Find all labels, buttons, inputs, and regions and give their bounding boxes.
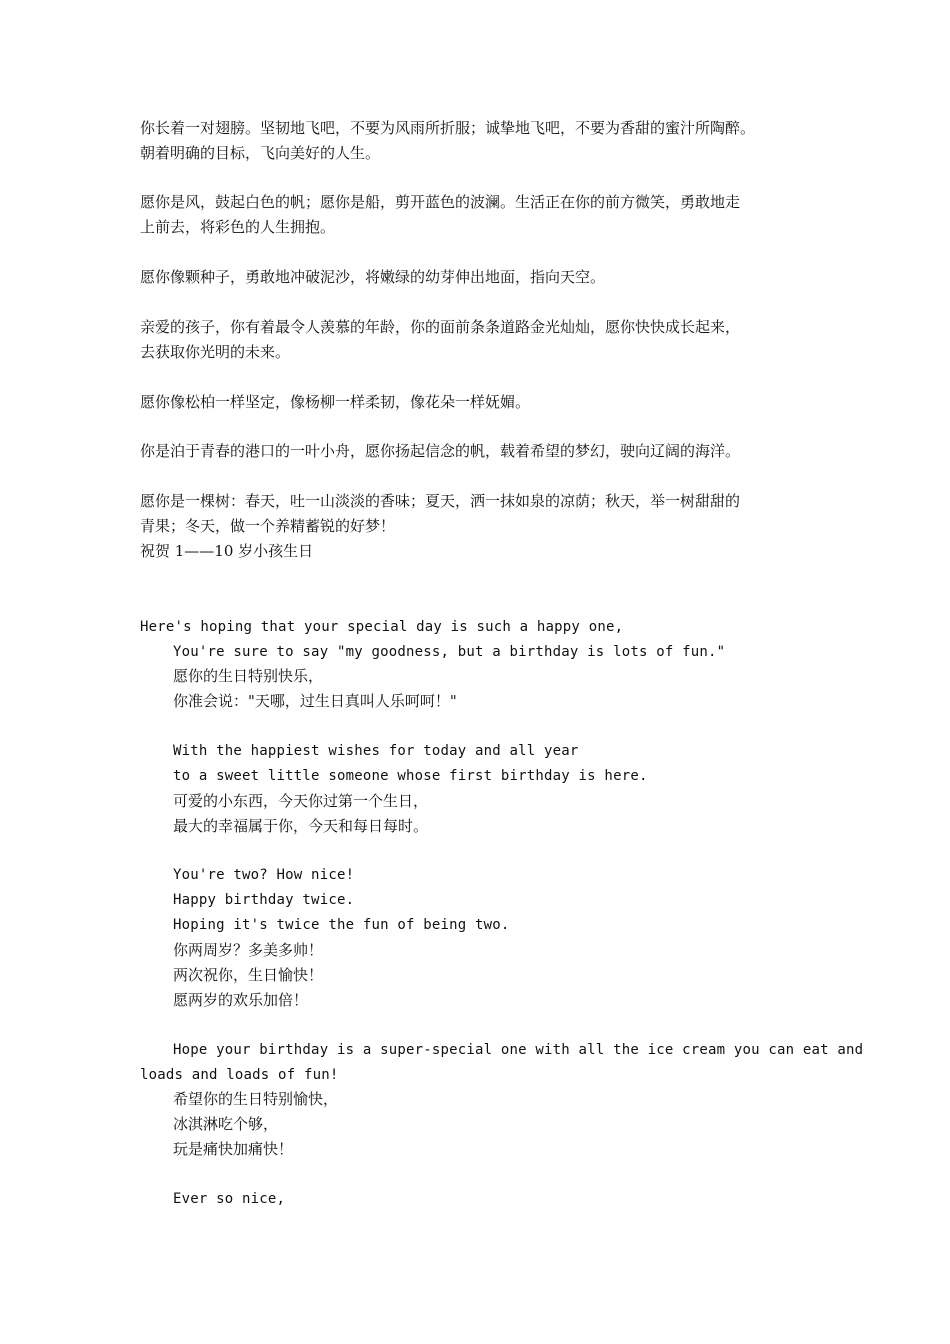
english-line: Hope your birthday is a super-special one with all the ice cream you can eat and xyxy=(173,1042,864,1058)
text-line: 你两周岁？多美多帅！ xyxy=(173,941,324,959)
text-line: 愿你的生日特别快乐， xyxy=(173,667,324,685)
english-line: You're sure to say "my goodness, but a birthday is lots of fun." xyxy=(173,644,726,660)
section-heading: 祝贺 1——10 岁小孩生日 xyxy=(140,542,314,560)
text-line: 愿两岁的欢乐加倍！ xyxy=(173,991,309,1009)
text-line: 青果；冬天，做一个养精蓄锐的好梦！ xyxy=(140,517,396,535)
text-line: 希望你的生日特别愉快， xyxy=(173,1090,339,1108)
text-line: 上前去，将彩色的人生拥抱。 xyxy=(140,218,336,236)
text-line: 愿你是一棵树：春天，吐一山淡淡的香味；夏天，洒一抹如泉的凉荫；秋天，举一树甜甜的 xyxy=(140,492,741,510)
text-line: 朝着明确的目标，飞向美好的人生。 xyxy=(140,144,381,162)
english-line: You're two? How nice! xyxy=(173,867,355,883)
text-line: 去获取你光明的未来。 xyxy=(140,343,291,361)
text-line: 可爱的小东西，今天你过第一个生日， xyxy=(173,792,429,810)
english-line: Happy birthday twice. xyxy=(173,892,355,908)
text-line: 你准会说："天哪，过生日真叫人乐呵呵！" xyxy=(173,692,457,710)
text-line: 愿你像松柏一样坚定，像杨柳一样柔韧，像花朵一样妩媚。 xyxy=(140,393,531,411)
text-line: 冰淇淋吃个够， xyxy=(173,1115,279,1133)
english-line: Ever so nice, xyxy=(173,1191,286,1207)
english-line: Here's hoping that your special day is such a happy one, xyxy=(140,619,624,635)
text-line: 你长着一对翅膀。坚韧地飞吧，不要为风雨所折服；诚挚地飞吧，不要为香甜的蜜汁所陶醉。 xyxy=(140,119,756,137)
text-line: 最大的幸福属于你，今天和每日每时。 xyxy=(173,817,429,835)
text-line: 你是泊于青春的港口的一叶小舟，愿你扬起信念的帆，载着希望的梦幻，驶向辽阔的海洋。 xyxy=(140,442,741,460)
english-line: loads and loads of fun! xyxy=(140,1067,339,1083)
text-line: 两次祝你，生日愉快！ xyxy=(173,966,324,984)
text-line: 亲爱的孩子，你有着最令人羡慕的年龄，你的面前条条道路金光灿灿，愿你快快成长起来， xyxy=(140,318,741,336)
english-line: to a sweet little someone whose first birthday is here. xyxy=(173,768,648,784)
english-line: Hoping it's twice the fun of being two. xyxy=(173,917,510,933)
text-line: 愿你是风，鼓起白色的帆；愿你是船，剪开蓝色的波澜。生活正在你的前方微笑，勇敢地走 xyxy=(140,193,741,211)
text-line: 愿你像颗种子，勇敢地冲破泥沙，将嫩绿的幼芽伸出地面，指向天空。 xyxy=(140,268,606,286)
text-line: 玩是痛快加痛快！ xyxy=(173,1140,294,1158)
english-line: With the happiest wishes for today and all year xyxy=(173,743,579,759)
